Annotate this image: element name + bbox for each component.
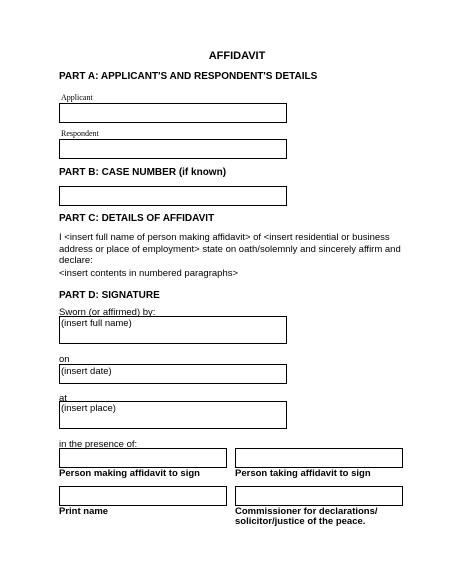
respondent-field[interactable] (59, 139, 287, 159)
witness-signature-field[interactable] (235, 448, 403, 468)
part-c-heading: PART C: DETAILS OF AFFIDAVIT (59, 213, 215, 224)
part-a-heading: PART A: APPLICANT'S AND RESPONDENT'S DETAILS (59, 71, 318, 82)
respondent-label: Respondent (61, 129, 99, 138)
commissioner-label-line2: solicitor/justice of the peace. (235, 516, 366, 527)
contents-hint: <insert contents in numbered paragraphs> (59, 268, 239, 279)
at-label: at (59, 393, 67, 404)
person-sign-label: Person making affidavit to sign (59, 468, 200, 479)
print-name-label: Print name (59, 506, 109, 517)
case-number-field[interactable] (59, 186, 287, 206)
affidavit-statement: I <insert full name of person making affidavit> of <insert residential or business address or place of employment> state on oath/solemnly and sincerely affirm and declare: (59, 232, 401, 266)
presence-label: in the presence of: (59, 439, 138, 450)
commissioner-field[interactable] (235, 486, 403, 506)
commissioner-label-line1: Commissioner for declarations/ (235, 506, 378, 517)
applicant-label: Applicant (61, 93, 93, 102)
part-b-heading: PART B: CASE NUMBER (if known) (59, 167, 227, 178)
person-signature-field[interactable] (59, 448, 227, 468)
document-title: AFFIDAVIT (208, 50, 266, 62)
print-name-field[interactable] (59, 486, 227, 506)
part-d-heading: PART D: SIGNATURE (59, 290, 160, 301)
on-label: on (59, 354, 70, 365)
witness-sign-label: Person taking affidavit to sign (235, 468, 371, 479)
place-hint: (insert place) (61, 403, 116, 414)
sworn-label: Sworn (or affirmed) by: (59, 307, 156, 318)
applicant-field[interactable] (59, 103, 287, 123)
full-name-hint: (insert full name) (61, 318, 132, 329)
date-hint: (insert date) (61, 366, 112, 377)
